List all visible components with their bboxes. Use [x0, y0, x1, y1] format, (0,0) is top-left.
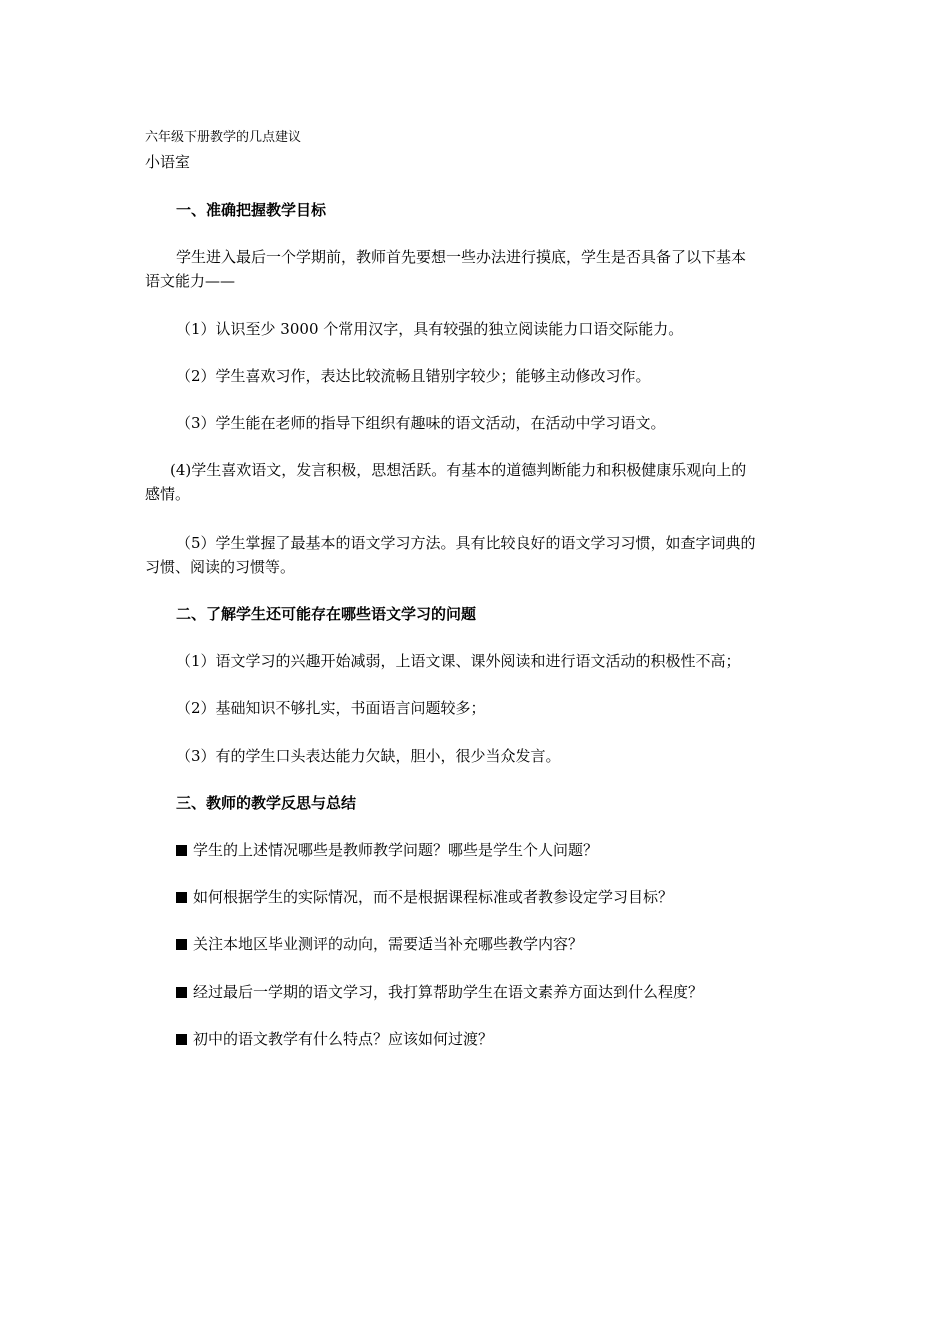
- square-bullet-icon: [176, 892, 187, 903]
- section1-item5-line1: （5）学生掌握了最基本的语文学习方法。具有比较良好的语文学习习惯，如查字词典的: [176, 534, 756, 552]
- section1-item2: （2）学生喜欢习作，表达比较流畅且错别字较少；能够主动修改习作。: [176, 367, 651, 385]
- section1-item5-line2: 习惯、阅读的习惯等。: [145, 558, 296, 576]
- section3-bullet-text: 经过最后一学期的语文学习，我打算帮助学生在语文素养方面达到什么程度？: [193, 983, 704, 1001]
- section1-intro-line1: 学生进入最后一个学期前，教师首先要想一些办法进行摸底，学生是否具备了以下基本: [176, 248, 747, 266]
- section1-item3: （3）学生能在老师的指导下组织有趣味的语文活动，在活动中学习语文。: [176, 414, 666, 432]
- square-bullet-icon: [176, 1034, 187, 1045]
- square-bullet-icon: [176, 939, 187, 950]
- section3-bullet-text: 学生的上述情况哪些是教师教学问题？哪些是学生个人问题？: [193, 841, 599, 859]
- section3-bullet-4: [176, 982, 703, 1002]
- section1-item4-line2: 感情。: [145, 485, 191, 503]
- doc-author: 小语室: [145, 153, 191, 171]
- section2-item1: （1）语文学习的兴趣开始减弱，上语文课、课外阅读和进行语文活动的积极性不高；: [176, 652, 741, 670]
- square-bullet-icon: [176, 987, 187, 998]
- section2-item3: （3）有的学生口头表达能力欠缺，胆小，很少当众发言。: [176, 747, 561, 765]
- section1-item4-line1: (4)学生喜欢语文，发言积极，思想活跃。有基本的道德判断能力和积极健康乐观向上的: [170, 461, 747, 479]
- square-bullet-icon: [176, 845, 187, 856]
- section3-bullet-2: [176, 887, 673, 907]
- section3-bullet-text: 如何根据学生的实际情况，而不是根据课程标准或者教参设定学习目标？: [193, 888, 674, 906]
- section2-heading: 二、了解学生还可能存在哪些语文学习的问题: [176, 605, 477, 623]
- section3-heading: 三、教师的教学反思与总结: [176, 794, 357, 812]
- section2-item2: （2）基础知识不够扎实，书面语言问题较多；: [176, 699, 486, 717]
- section3-bullet-5: [176, 1029, 493, 1049]
- section3-bullet-1: [176, 840, 598, 860]
- section1-intro-line2: 语文能力——: [145, 272, 236, 290]
- section3-bullet-3: [176, 934, 583, 954]
- doc-title: 六年级下册教学的几点建议: [145, 130, 302, 145]
- section1-heading: 一、准确把握教学目标: [176, 201, 327, 219]
- section3-bullet-text: 初中的语文教学有什么特点？应该如何过渡？: [193, 1030, 494, 1048]
- section3-bullet-text: 关注本地区毕业测评的动向，需要适当补充哪些教学内容？: [193, 935, 584, 953]
- section1-item1: （1）认识至少 3000 个常用汉字，具有较强的独立阅读能力口语交际能力。: [176, 320, 684, 338]
